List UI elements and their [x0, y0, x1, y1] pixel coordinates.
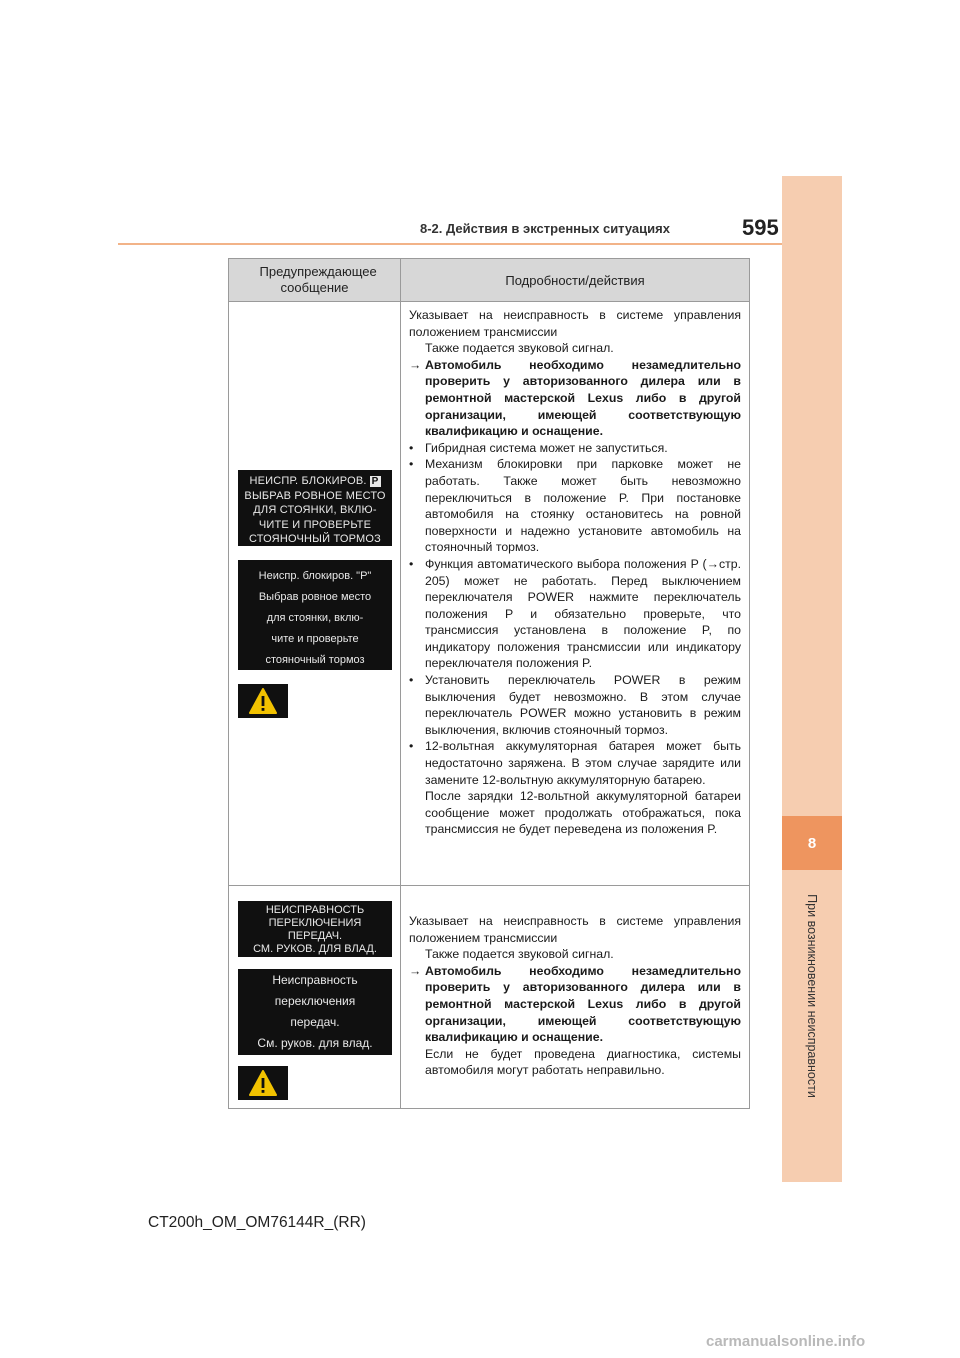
chapter-number-box	[782, 816, 842, 870]
after-text: После зарядки 12-вольтной аккумуляторной батареи сообщение может продолжать отображаться, пока трансмиссия не будет переведена из положения P.	[425, 789, 741, 837]
action-item: → Автомобиль необходимо незамедлительно проверить у авторизованного дилера или в ремонтной мастерской Lexus либо в другой организации, имеющей соответствующую квалификацию и оснащение.	[409, 357, 741, 439]
warning-triangle-icon	[238, 1066, 288, 1100]
chapter-number: 8	[807, 834, 817, 852]
action-item: → Автомобиль необходимо незамедлительно проверить у авторизованного дилера или в ремонтной мастерской Lexus либо в другой организации, имеющей соответствующую квалификацию и оснащение.	[409, 963, 741, 1045]
header-rule	[118, 243, 782, 245]
chapter-title-vertical: При возникновении неисправности	[805, 894, 819, 1098]
table-row	[229, 886, 750, 1109]
page-number: 595	[742, 215, 779, 240]
list-item: • Гибридная система может не запуститься.	[409, 440, 668, 455]
column-header-message: Предупреждающее сообщение	[229, 259, 401, 302]
display-screen-b: Неиспр. блокиров. "P" Выбрав ровное место для стоянки, вклю- чите и проверьте стояночный тормоз	[238, 560, 392, 670]
intro-text: Указывает на неисправность в системе управления положением трансмиссии	[409, 308, 741, 339]
list-item: • 12-вольтная аккумуляторная батарея может быть недостаточно заряжена. В этом случае зарядите или замените 12-вольтную аккумуляторную батарею.	[409, 739, 741, 787]
table-row	[229, 302, 750, 886]
message-cell	[229, 302, 401, 886]
list-item: • Функция автоматического выбора положения P (→стр. 205) может не работать. Перед выключением переключателя POWER нажмите переключатель положения P и обязательно проверьте, что трансмиссия установлена в положение P, по индикатору положения трансмиссии или индикатору переключателя положения P.	[409, 556, 741, 671]
list-item: • Установить переключатель POWER в режим выключения будет невозможно. В этом случае переключатель POWER можно установить в режим выключения, включив стояночный тормоз.	[409, 673, 741, 737]
display-screen-a: НЕИСПРАВНОСТЬ ПЕРЕКЛЮЧЕНИЯ ПЕРЕДАЧ. СМ. РУКОВ. ДЛЯ ВЛАД.	[238, 901, 392, 957]
watermark: carmanualsonline.info	[706, 1333, 866, 1350]
list-item: • Механизм блокировки при парковке может не работать. Также может быть невозможно переключиться в положение P. При постановке автомобиля на стоянку остановитесь на ровной поверхности и надежно установите автомобиль на стояночный тормоз.	[409, 457, 741, 555]
details-cell	[401, 886, 750, 1109]
sound-text: Также подается звуковой сигнал.	[425, 947, 614, 962]
arrow-icon: →	[409, 963, 422, 978]
warning-triangle-icon	[238, 684, 288, 718]
display-screen-a: НЕИСПР. БЛОКИРОВ. P ВЫБРАВ РОВНОЕ МЕСТО ДЛЯ СТОЯНКИ, ВКЛЮ- ЧИТЕ И ПРОВЕРЬТЕ СТОЯНОЧНЫЙ ТОРМОЗ	[238, 470, 392, 546]
warning-message-table	[228, 258, 750, 1109]
table-header-row	[229, 259, 750, 302]
arrow-icon: →	[409, 357, 422, 372]
p-badge: P	[371, 476, 379, 487]
note-text: Если не будет проведена диагностика, системы автомобиля могут работать неправильно.	[425, 1046, 741, 1078]
message-cell	[229, 886, 401, 1109]
intro-text: Указывает на неисправность в системе управления положением трансмиссии	[409, 914, 741, 945]
column-header-details: Подробности/действия	[401, 259, 750, 302]
section-title: 8-2. Действия в экстренных ситуациях	[420, 221, 670, 236]
display-screen-b: Неисправность переключения передач. См. руков. для влад.	[238, 969, 392, 1055]
details-cell	[401, 302, 750, 886]
footer-code: CT200h_OM_OM76144R_(RR)	[148, 1214, 366, 1231]
sound-text: Также подается звуковой сигнал.	[425, 341, 614, 356]
